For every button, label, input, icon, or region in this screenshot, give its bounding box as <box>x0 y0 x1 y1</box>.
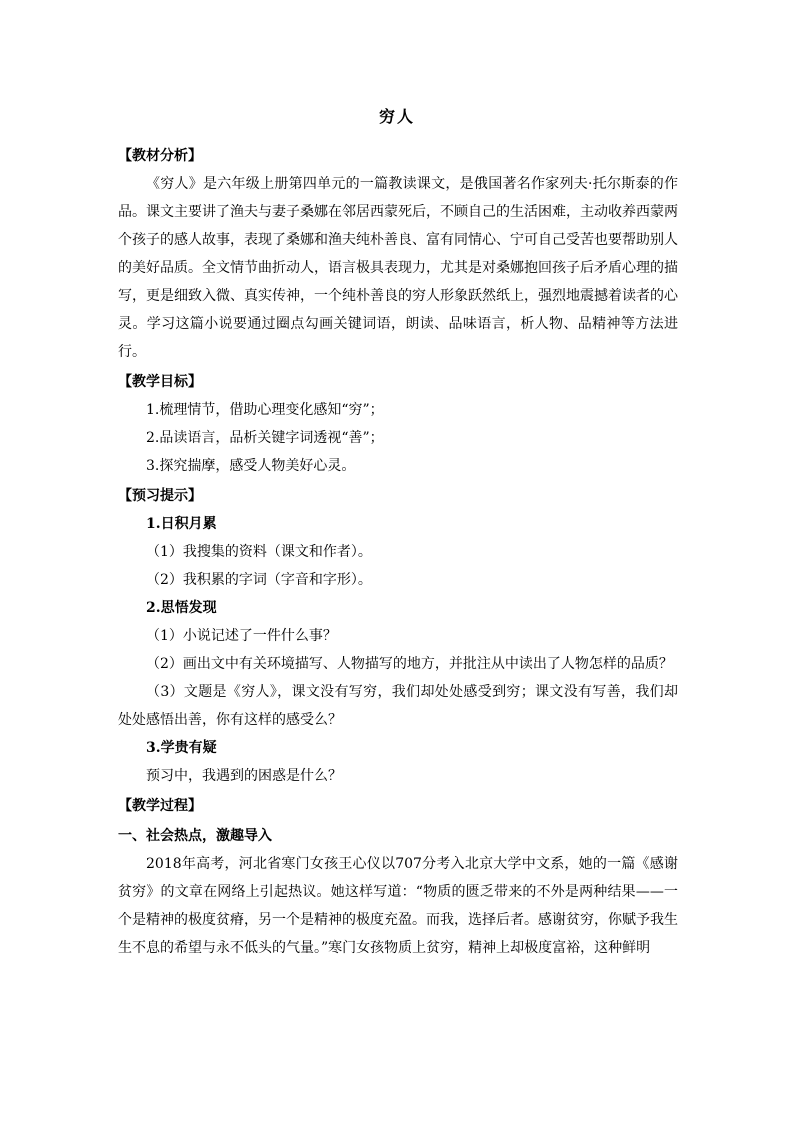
preview-subheading: 1.日积月累 <box>146 516 217 532</box>
preview-item: （1）我搜集的资料（课文和作者）。 <box>146 544 372 560</box>
preview-item: （1）小说记述了一件什么事？ <box>146 628 337 644</box>
preview-item: （3）文题是《穷人》，课文没有写穷，我们却处处感受到穷；课文没有写善，我们却处处感悟出善，你有这样的感受么？ <box>118 684 678 728</box>
section-heading-preview: 【预习提示】 <box>118 488 202 504</box>
document-title: 穷人 <box>378 107 415 126</box>
section-heading-process: 【教学过程】 <box>118 798 202 814</box>
document-body <box>118 140 678 962</box>
goal-item: 3.探究揣摩，感受人物美好心灵。 <box>146 458 356 474</box>
section-heading-analysis: 【教材分析】 <box>118 148 202 164</box>
analysis-paragraph: 《穷人》是六年级上册第四单元的一篇教读课文，是俄国著名作家列夫·托尔斯泰的作品。课文主要讲了渔夫与妻子桑娜在邻居西蒙死后，不顾自己的生活困难，主动收养西蒙两个孩子的感人故事，表现了桑娜和渔夫纯朴善良、富有同情心、宁可自己受苦也要帮助别人的美好品质。全文情节曲折动人，语言极具表现力，尤其是对桑娜抱回孩子后矛盾心理的描写，更是细致入微、真实传神，一个纯朴善良的穷人形象跃然纸上，强烈地震撼着读者的心灵。学习这篇小说要通过圈点勾画关键词语，朗读、品味语言，析人物、品精神等方法进行。 <box>118 176 678 360</box>
preview-item: （2）我积累的字词（字音和字形）。 <box>146 572 372 588</box>
section-heading-goals: 【教学目标】 <box>118 374 202 390</box>
process-part-title: 一、社会热点，激趣导入 <box>118 828 272 844</box>
goal-item: 2.品读语言，品析关键字词透视“善”； <box>146 430 384 446</box>
goal-item: 1.梳理情节，借助心理变化感知“穷”； <box>146 402 384 418</box>
preview-subheading: 2.思悟发现 <box>146 600 217 616</box>
process-paragraph: 2018年高考，河北省寒门女孩王心仪以707分考入北京大学中文系，她的一篇《感谢贫穷》的文章在网络上引起热议。她这样写道：“物质的匮乏带来的不外是两种结果——一个是精神的极度贫瘠，另一个是精神的极度充盈。而我，选择后者。感谢贫穷，你赋予我生生不息的希望与永不低头的气量。”寒门女孩物质上贫穷，精神上却极度富裕，这种鲜明 <box>118 856 678 956</box>
preview-item: （2）画出文中有关环境描写、人物描写的地方，并批注从中读出了人物怎样的品质？ <box>146 656 673 672</box>
preview-question: 预习中，我遇到的困惑是什么？ <box>146 768 342 784</box>
preview-subheading: 3.学贵有疑 <box>146 740 217 756</box>
